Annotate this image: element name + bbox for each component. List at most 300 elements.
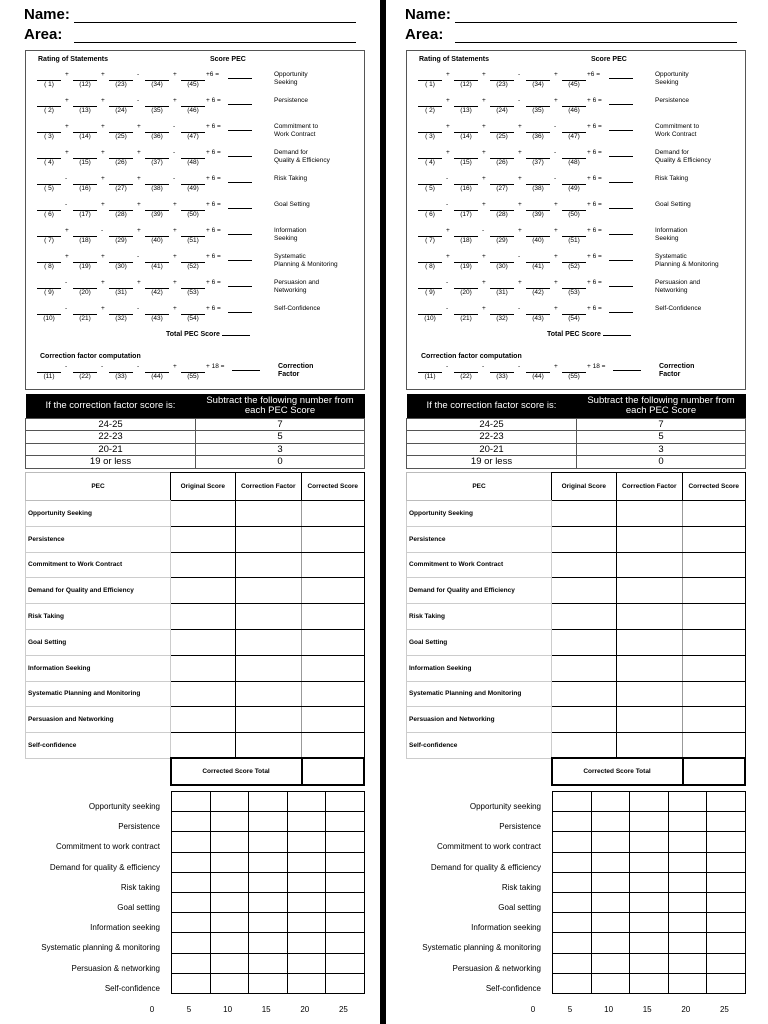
original-score-cell[interactable] [552, 655, 616, 681]
correction-factor-cell[interactable] [616, 707, 682, 733]
profile-cell[interactable] [591, 973, 630, 993]
original-score-cell[interactable] [171, 578, 235, 604]
score-answer-field[interactable] [609, 208, 633, 209]
profile-cell[interactable] [630, 973, 669, 993]
profile-cell[interactable] [553, 872, 592, 892]
statement-number: (31) [115, 289, 127, 296]
profile-cell[interactable] [249, 913, 288, 933]
score-answer-field[interactable] [609, 260, 633, 261]
corrected-score-cell[interactable] [302, 681, 364, 707]
profile-cell[interactable] [591, 832, 630, 852]
original-score-cell[interactable] [552, 707, 616, 733]
corrected-score-cell[interactable] [302, 578, 364, 604]
original-score-cell[interactable] [171, 733, 235, 759]
profile-cell[interactable] [591, 852, 630, 872]
pec-name [274, 227, 364, 243]
statement-number: (20) [79, 289, 91, 296]
operator: - [554, 175, 557, 182]
formula-row [26, 227, 366, 249]
pec-row [407, 707, 746, 733]
plus-six: + 6 = [206, 123, 221, 130]
name-field[interactable] [74, 9, 356, 23]
profile-cell[interactable] [553, 852, 592, 872]
profile-cell[interactable] [287, 852, 326, 872]
operator: + [101, 149, 105, 156]
operator: + [101, 123, 105, 130]
area-label: Area: [24, 26, 63, 43]
pec-name-line2: Quality & Efficiency [655, 157, 711, 164]
profile-cell[interactable] [210, 872, 249, 892]
profile-cell[interactable] [326, 852, 365, 872]
score-answer-field[interactable] [228, 104, 252, 105]
profile-cell[interactable] [210, 792, 249, 812]
pec-row-label: Persistence [407, 526, 552, 552]
correction-row [26, 456, 365, 469]
profile-cell[interactable] [668, 812, 707, 832]
profile-cell[interactable] [172, 913, 211, 933]
profile-cell[interactable] [249, 973, 288, 993]
pec-row-label: Persuasion and Networking [407, 707, 552, 733]
operator: + [482, 279, 486, 286]
profile-cell[interactable] [249, 792, 288, 812]
profile-cell[interactable] [553, 832, 592, 852]
score-answer-field[interactable] [228, 182, 252, 183]
profile-cell[interactable] [172, 812, 211, 832]
corrected-score-cell[interactable] [683, 578, 745, 604]
profile-cell[interactable] [668, 933, 707, 953]
profile-cell[interactable] [210, 973, 249, 993]
original-score-cell[interactable] [171, 681, 235, 707]
original-score-cell[interactable] [171, 629, 235, 655]
profile-cell[interactable] [249, 812, 288, 832]
pec-row-label: Persuasion and Networking [26, 707, 171, 733]
correction-factor-cell[interactable] [235, 501, 301, 527]
operator: + [554, 279, 558, 286]
statement-number: (11) [424, 373, 436, 380]
profile-cell[interactable] [591, 913, 630, 933]
corrected-score-cell[interactable] [302, 552, 364, 578]
corrected-score-cell[interactable] [683, 526, 745, 552]
cf-answer-field[interactable] [232, 370, 260, 371]
pec-row [407, 501, 746, 527]
correction-factor-cell[interactable] [616, 578, 682, 604]
correction-row [407, 443, 746, 456]
profile-cell[interactable] [553, 892, 592, 912]
profile-cell[interactable] [668, 892, 707, 912]
profile-cell[interactable] [210, 933, 249, 953]
corrected-score-cell[interactable] [302, 604, 364, 630]
pec-name [655, 201, 745, 209]
pec-row-label: Information Seeking [407, 655, 552, 681]
corrected-score-cell[interactable] [302, 501, 364, 527]
correction-factor-cell[interactable] [235, 526, 301, 552]
original-score-cell[interactable] [552, 501, 616, 527]
score-answer-field[interactable] [228, 260, 252, 261]
operator: + [554, 71, 558, 78]
profile-cell[interactable] [326, 953, 365, 973]
name-label: Name: [405, 6, 451, 23]
statement-number: (39) [151, 211, 163, 218]
formula-row [407, 279, 747, 301]
corrected-score-total-cell[interactable] [302, 758, 364, 785]
profile-cell[interactable] [707, 852, 746, 872]
correction-factor-cell[interactable] [616, 552, 682, 578]
pec-name [274, 201, 364, 209]
score-pec-title: Score PEC [591, 56, 627, 63]
name-field[interactable] [455, 9, 737, 23]
corrected-score-cell[interactable] [683, 681, 745, 707]
statement-number: (15) [79, 159, 91, 166]
statement-number: (14) [460, 133, 472, 140]
profile-cell[interactable] [287, 933, 326, 953]
rating-box [406, 50, 746, 390]
original-score-cell[interactable] [552, 552, 616, 578]
score-answer-field[interactable] [228, 312, 252, 313]
profile-row [553, 852, 746, 872]
profile-cell[interactable] [287, 892, 326, 912]
profile-cell[interactable] [210, 852, 249, 872]
profile-cell[interactable] [591, 812, 630, 832]
operator: - [518, 363, 521, 370]
corrected-score-cell[interactable] [683, 629, 745, 655]
profile-chart [399, 790, 761, 1015]
cf-plus-18: + 18 = [206, 363, 225, 370]
profile-cell[interactable] [591, 872, 630, 892]
corrected-score-cell[interactable] [302, 655, 364, 681]
profile-cell[interactable] [172, 953, 211, 973]
profile-row [172, 973, 365, 993]
profile-cell[interactable] [668, 913, 707, 933]
operator: + [173, 97, 177, 104]
statement-number: (34) [151, 81, 163, 88]
correction-factor-cell[interactable] [235, 552, 301, 578]
profile-cell[interactable] [172, 832, 211, 852]
operator: + [482, 305, 486, 312]
plus-six: + 6 = [587, 253, 602, 260]
correction-factor-cell[interactable] [616, 604, 682, 630]
original-score-cell[interactable] [171, 655, 235, 681]
profile-cell[interactable] [668, 852, 707, 872]
profile-cell[interactable] [707, 973, 746, 993]
ct-head-left: If the correction factor score is: [26, 394, 196, 418]
formula-row [26, 71, 366, 93]
score-answer-field[interactable] [228, 78, 252, 79]
profile-cell[interactable] [591, 892, 630, 912]
total-pec-field[interactable] [603, 335, 631, 336]
area-field[interactable] [455, 29, 737, 43]
correction-factor-cell[interactable] [235, 629, 301, 655]
profile-cell[interactable] [630, 913, 669, 933]
profile-cell[interactable] [287, 812, 326, 832]
statement-number: (17) [460, 211, 472, 218]
total-pec-score: Total PEC Score [166, 331, 250, 338]
profile-cell[interactable] [172, 852, 211, 872]
area-row [405, 23, 737, 43]
plus-six: + 6 = [587, 97, 602, 104]
pec-name-line2: Networking [274, 287, 307, 294]
profile-cell[interactable] [210, 892, 249, 912]
profile-cell[interactable] [630, 792, 669, 812]
pec-name [274, 279, 364, 295]
correction-factor-cell[interactable] [235, 681, 301, 707]
operator: + [482, 123, 486, 130]
pec-row [407, 629, 746, 655]
corrected-score-cell[interactable] [683, 552, 745, 578]
operator: + [518, 227, 522, 234]
operator: - [137, 363, 140, 370]
original-score-cell[interactable] [171, 501, 235, 527]
profile-label: Commitment to work contract [436, 842, 541, 852]
score-answer-field[interactable] [609, 78, 633, 79]
statement-number: (53) [187, 289, 199, 296]
profile-label: Information seeking [471, 923, 541, 933]
score-answer-field[interactable] [228, 130, 252, 131]
pec-row-label: Systematic Planning and Monitoring [407, 681, 552, 707]
statement-number: (22) [460, 373, 472, 380]
pec-row-label: Self-confidence [26, 733, 171, 759]
total-pec-field[interactable] [222, 335, 250, 336]
profile-cell[interactable] [287, 792, 326, 812]
profile-cell[interactable] [210, 953, 249, 973]
profile-cell[interactable] [553, 973, 592, 993]
profile-cell[interactable] [553, 953, 592, 973]
operator: - [65, 279, 68, 286]
operator: - [137, 253, 140, 260]
profile-cell[interactable] [553, 812, 592, 832]
original-score-cell[interactable] [552, 681, 616, 707]
operator: + [518, 123, 522, 130]
original-score-cell[interactable] [171, 552, 235, 578]
correction-row [26, 431, 365, 444]
correction-factor-cell[interactable] [616, 655, 682, 681]
profile-cell[interactable] [630, 933, 669, 953]
statement-number: (24) [496, 107, 508, 114]
cf-answer-field[interactable] [613, 370, 641, 371]
original-score-cell[interactable] [171, 604, 235, 630]
profile-row [172, 832, 365, 852]
profile-label: Persistence [499, 822, 541, 832]
corrected-score-cell[interactable] [683, 707, 745, 733]
profile-cell[interactable] [249, 852, 288, 872]
statement-number: ( 9) [44, 289, 54, 296]
corrected-score-cell[interactable] [683, 501, 745, 527]
statement-number: (48) [568, 159, 580, 166]
correction-range: 22-23 [26, 431, 196, 444]
correction-factor-cell[interactable] [235, 707, 301, 733]
profile-cell[interactable] [668, 832, 707, 852]
profile-cell[interactable] [630, 852, 669, 872]
correction-factor-cell[interactable] [616, 629, 682, 655]
profile-cell[interactable] [172, 872, 211, 892]
profile-cell[interactable] [707, 792, 746, 812]
corrected-score-cell[interactable] [683, 733, 745, 759]
statement-number: (50) [187, 211, 199, 218]
profile-cell[interactable] [249, 832, 288, 852]
score-answer-field[interactable] [609, 156, 633, 157]
original-score-cell[interactable] [552, 578, 616, 604]
profile-cell[interactable] [630, 953, 669, 973]
score-answer-field[interactable] [609, 130, 633, 131]
pt-head-correction: Correction Factor [235, 473, 301, 501]
formula-row [407, 97, 747, 119]
profile-cell[interactable] [630, 812, 669, 832]
corrected-score-cell[interactable] [302, 526, 364, 552]
pec-name-line1: Self-Confidence [274, 305, 321, 312]
profile-cell[interactable] [326, 832, 365, 852]
profile-cell[interactable] [326, 812, 365, 832]
correction-factor-cell[interactable] [235, 655, 301, 681]
profile-cell[interactable] [553, 913, 592, 933]
operator: + [482, 175, 486, 182]
pec-name [655, 253, 745, 269]
operator: - [173, 123, 176, 130]
profile-cell[interactable] [707, 892, 746, 912]
statement-number: (33) [496, 373, 508, 380]
profile-cell[interactable] [249, 933, 288, 953]
profile-cell[interactable] [326, 872, 365, 892]
correction-factor-cell[interactable] [235, 604, 301, 630]
profile-cell[interactable] [172, 892, 211, 912]
pec-row-label: Opportunity Seeking [407, 501, 552, 527]
profile-cell[interactable] [210, 812, 249, 832]
statement-number: (48) [187, 159, 199, 166]
operator: + [554, 201, 558, 208]
pec-row [26, 629, 365, 655]
correction-factor-cell[interactable] [616, 681, 682, 707]
original-score-cell[interactable] [552, 629, 616, 655]
score-answer-field[interactable] [609, 234, 633, 235]
profile-cell[interactable] [287, 973, 326, 993]
profile-cell[interactable] [707, 832, 746, 852]
area-field[interactable] [74, 29, 356, 43]
corrected-score-cell[interactable] [683, 604, 745, 630]
statement-number: ( 2) [44, 107, 54, 114]
operator: - [65, 305, 68, 312]
pec-name-line1: Persuasion and [274, 279, 320, 286]
statement-number: (27) [115, 185, 127, 192]
profile-cell[interactable] [553, 933, 592, 953]
profile-cell[interactable] [707, 933, 746, 953]
profile-cell[interactable] [707, 812, 746, 832]
profile-cell[interactable] [326, 892, 365, 912]
plus-six: +6 = [206, 71, 220, 78]
profile-cell[interactable] [326, 973, 365, 993]
profile-cell[interactable] [707, 913, 746, 933]
profile-cell[interactable] [707, 953, 746, 973]
corrected-score-cell[interactable] [302, 629, 364, 655]
rating-title: Rating of Statements [38, 56, 109, 63]
profile-cell[interactable] [591, 933, 630, 953]
operator: - [518, 305, 521, 312]
profile-cell[interactable] [249, 872, 288, 892]
corrected-score-total-cell[interactable] [683, 758, 745, 785]
profile-cell[interactable] [287, 872, 326, 892]
profile-cell[interactable] [249, 953, 288, 973]
pec-name-line1: Commitment to [274, 123, 319, 130]
corrected-score-cell[interactable] [302, 733, 364, 759]
corrected-score-cell[interactable] [683, 655, 745, 681]
profile-cell[interactable] [591, 792, 630, 812]
statement-number: ( 3) [425, 133, 435, 140]
profile-cell[interactable] [707, 872, 746, 892]
statement-number: ( 4) [44, 159, 54, 166]
correction-factor-cell[interactable] [616, 733, 682, 759]
profile-cell[interactable] [326, 933, 365, 953]
score-answer-field[interactable] [228, 234, 252, 235]
profile-cell[interactable] [287, 832, 326, 852]
original-score-cell[interactable] [552, 604, 616, 630]
profile-cell[interactable] [668, 953, 707, 973]
profile-cell[interactable] [287, 913, 326, 933]
profile-chart [18, 790, 380, 1015]
profile-cell[interactable] [172, 933, 211, 953]
profile-cell[interactable] [210, 832, 249, 852]
profile-cell[interactable] [630, 872, 669, 892]
profile-cell[interactable] [172, 973, 211, 993]
statement-number: (23) [115, 81, 127, 88]
score-answer-field[interactable] [609, 312, 633, 313]
profile-cell[interactable] [326, 792, 365, 812]
correction-factor-cell[interactable] [235, 578, 301, 604]
pec-row [26, 501, 365, 527]
profile-cell[interactable] [591, 953, 630, 973]
profile-cell[interactable] [630, 892, 669, 912]
original-score-cell[interactable] [552, 526, 616, 552]
correction-factor-cell[interactable] [235, 733, 301, 759]
profile-row [172, 852, 365, 872]
pec-row-label: Commitment to Work Contract [26, 552, 171, 578]
profile-cell[interactable] [172, 792, 211, 812]
statement-number: (46) [187, 107, 199, 114]
profile-cell[interactable] [668, 973, 707, 993]
statement-number: (29) [115, 237, 127, 244]
operator: + [554, 305, 558, 312]
profile-cell[interactable] [553, 792, 592, 812]
statement-number: (47) [568, 133, 580, 140]
profile-cell[interactable] [668, 872, 707, 892]
original-score-cell[interactable] [552, 733, 616, 759]
name-row [24, 3, 356, 23]
pec-name [655, 305, 745, 313]
correction-factor-cell[interactable] [616, 501, 682, 527]
correction-value: 7 [196, 418, 365, 431]
profile-cell[interactable] [326, 913, 365, 933]
formula-row [407, 253, 747, 275]
profile-tick: 0 [530, 1005, 536, 1014]
statement-number: (13) [79, 107, 91, 114]
profile-cell[interactable] [287, 953, 326, 973]
score-answer-field[interactable] [228, 208, 252, 209]
score-answer-field[interactable] [609, 104, 633, 105]
statement-number: (22) [79, 373, 91, 380]
profile-cell[interactable] [210, 913, 249, 933]
profile-cell[interactable] [249, 892, 288, 912]
score-answer-field[interactable] [609, 286, 633, 287]
profile-cell[interactable] [668, 792, 707, 812]
profile-row [553, 913, 746, 933]
correction-factor-cell[interactable] [616, 526, 682, 552]
corrected-score-cell[interactable] [302, 707, 364, 733]
original-score-cell[interactable] [171, 526, 235, 552]
profile-cell[interactable] [630, 832, 669, 852]
score-answer-field[interactable] [228, 286, 252, 287]
operator: + [173, 305, 177, 312]
score-answer-field[interactable] [228, 156, 252, 157]
score-answer-field[interactable] [609, 182, 633, 183]
operator: - [65, 363, 68, 370]
original-score-cell[interactable] [171, 707, 235, 733]
statement-number: (40) [151, 237, 163, 244]
